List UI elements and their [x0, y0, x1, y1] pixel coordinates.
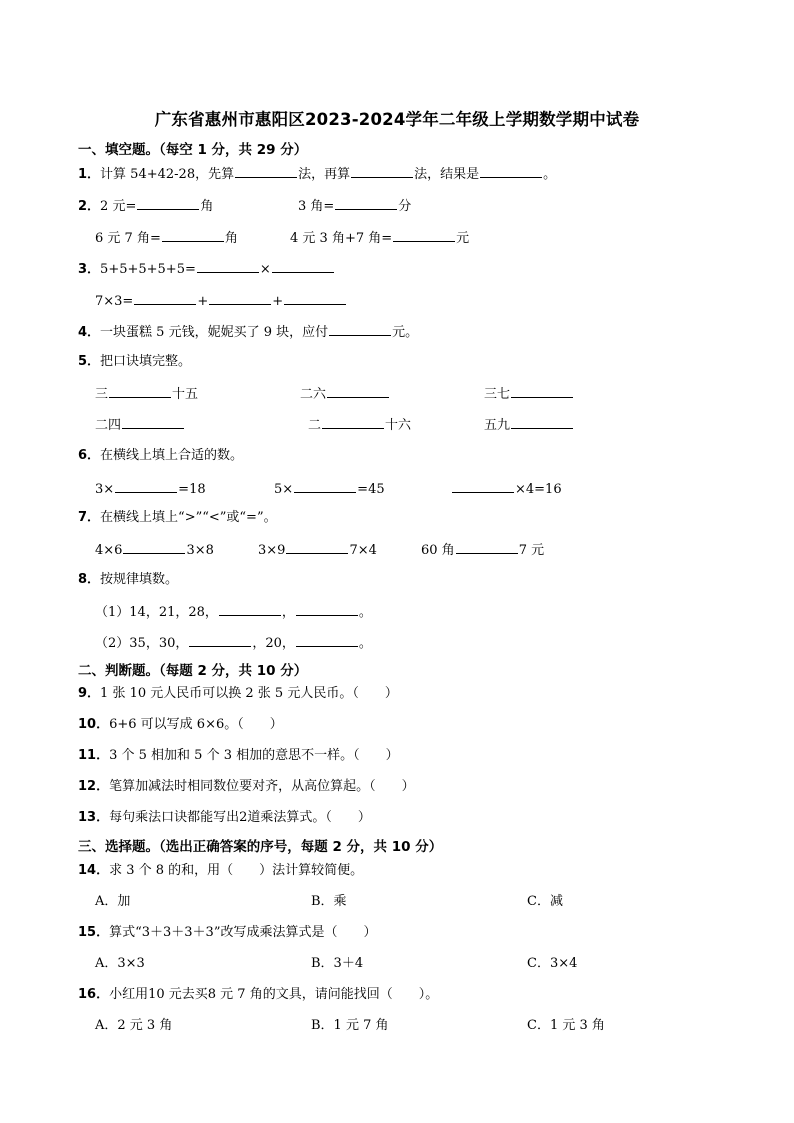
answer-blank[interactable] — [122, 414, 184, 429]
answer-blank[interactable] — [284, 290, 346, 305]
answer-blank[interactable] — [219, 601, 281, 616]
question-number: 14． — [78, 863, 110, 878]
question-number: 4． — [78, 325, 101, 340]
answer-blank[interactable] — [189, 632, 251, 647]
question-number: 6． — [78, 448, 101, 463]
answer-blank[interactable] — [452, 478, 514, 493]
answer-blank[interactable] — [456, 539, 518, 554]
option-a[interactable]: A．加 — [95, 894, 131, 909]
exam-page: 广东省惠州市惠阳区2023-2024学年二年级上学期数学期中试卷 一、填空题。（每空 1 分，共 29 分） 1．计算 54+42-28，先算 法，再算 法，结果是 。 2．2 元= 角 3 角= 分 6 元 7 角= 角 4 元 3 角+7 角= 元 3．5+5+5+5+5= × 7×3= + + 4．一块蛋糕 5 元钱，妮妮买了 9 块，应付 元。 5．把口诀填完整。 三 十五 二六 三七 二四 二 十六 五九 6．在横线上填上合适的数。 3× =18 5× =45 ×4=16 7．在横线上填上“>”“<”或“=”。 4×6 3×8 3×9 7×4 60 角 7 元 8．按规律填数。 （1）14，21，28， ， 。 （2）35，30， ，20， 。 二、判断题。（每题 2 分，共 10 分） 9．1 张 10 元人民币可以换 2 张 5 元人民币。（ ） 10．6+6 可以写成 6×6。（ ） 11．3 个 5 相加和 5 个 3 相加的意思不一样。（ ） 12．笔算加减法时相同数位要对齐，从高位算起。（ ） 13．每句乘法口诀都能写出2道乘法算式。（ ） 三、选择题。（选出正确答案的序号，每题 2 分，共 10 分） 14．求 3 个 8 的和，用（ ）法计算较简便。 A．加 B．乘 C．减 15．算式“3＋3＋3＋3”改写成乘法算式是（ ） A．3×3 B．3＋4 C．3×4 16．小红用10 元去买8 元 7 角的文具，请问能找回（ ）。 A．2 元 3 角 B．1 元 7 角 C．1 元 3 角 — [0, 0, 794, 1123]
question-number: 12． — [78, 779, 110, 794]
answer-blank[interactable] — [335, 195, 397, 210]
page-title: 广东省惠州市惠阳区2023-2024学年二年级上学期数学期中试卷 — [154, 110, 640, 129]
answer-blank[interactable] — [480, 163, 542, 178]
answer-blank[interactable] — [115, 478, 177, 493]
answer-blank[interactable] — [511, 414, 573, 429]
answer-blank[interactable] — [209, 290, 271, 305]
answer-blank[interactable] — [162, 227, 224, 242]
question-number: 15． — [78, 925, 110, 940]
answer-blank[interactable] — [109, 383, 171, 398]
answer-blank[interactable] — [327, 383, 389, 398]
answer-blank[interactable] — [272, 258, 334, 273]
question-number: 5． — [78, 354, 101, 369]
answer-blank[interactable] — [123, 539, 185, 554]
answer-blank[interactable] — [351, 163, 413, 178]
question-number: 8． — [78, 572, 101, 587]
option-c[interactable]: C．1 元 3 角 — [527, 1018, 605, 1033]
option-b[interactable]: B．3＋4 — [311, 956, 364, 971]
section-heading-fill-in: 一、填空题。（每空 1 分，共 29 分） — [78, 142, 308, 158]
section-heading-multiple-choice: 三、选择题。（选出正确答案的序号，每题 2 分，共 10 分） — [78, 839, 443, 855]
question-number: 2． — [78, 199, 101, 214]
question-number: 10． — [78, 717, 110, 732]
answer-blank[interactable] — [197, 258, 259, 273]
option-a[interactable]: A．2 元 3 角 — [95, 1018, 173, 1033]
option-b[interactable]: B．1 元 7 角 — [311, 1018, 389, 1033]
section-heading-true-false: 二、判断题。（每题 2 分，共 10 分） — [78, 663, 308, 679]
answer-blank[interactable] — [134, 290, 196, 305]
question-number: 1． — [78, 167, 101, 182]
answer-blank[interactable] — [294, 478, 356, 493]
answer-blank[interactable] — [329, 321, 391, 336]
question-number: 9． — [78, 686, 101, 701]
answer-blank[interactable] — [296, 601, 358, 616]
option-c[interactable]: C．减 — [527, 894, 563, 909]
option-c[interactable]: C．3×4 — [527, 956, 578, 971]
option-a[interactable]: A．3×3 — [95, 956, 145, 971]
answer-blank[interactable] — [235, 163, 297, 178]
option-b[interactable]: B．乘 — [311, 894, 347, 909]
answer-blank[interactable] — [286, 539, 348, 554]
question-number: 3． — [78, 262, 101, 277]
answer-blank[interactable] — [322, 414, 384, 429]
question-number: 13． — [78, 810, 110, 825]
answer-blank[interactable] — [296, 632, 358, 647]
question-number: 7． — [78, 510, 101, 525]
question-number: 11． — [78, 748, 110, 763]
answer-blank[interactable] — [511, 383, 573, 398]
question-number: 16． — [78, 987, 110, 1002]
answer-blank[interactable] — [137, 195, 199, 210]
answer-blank[interactable] — [393, 227, 455, 242]
